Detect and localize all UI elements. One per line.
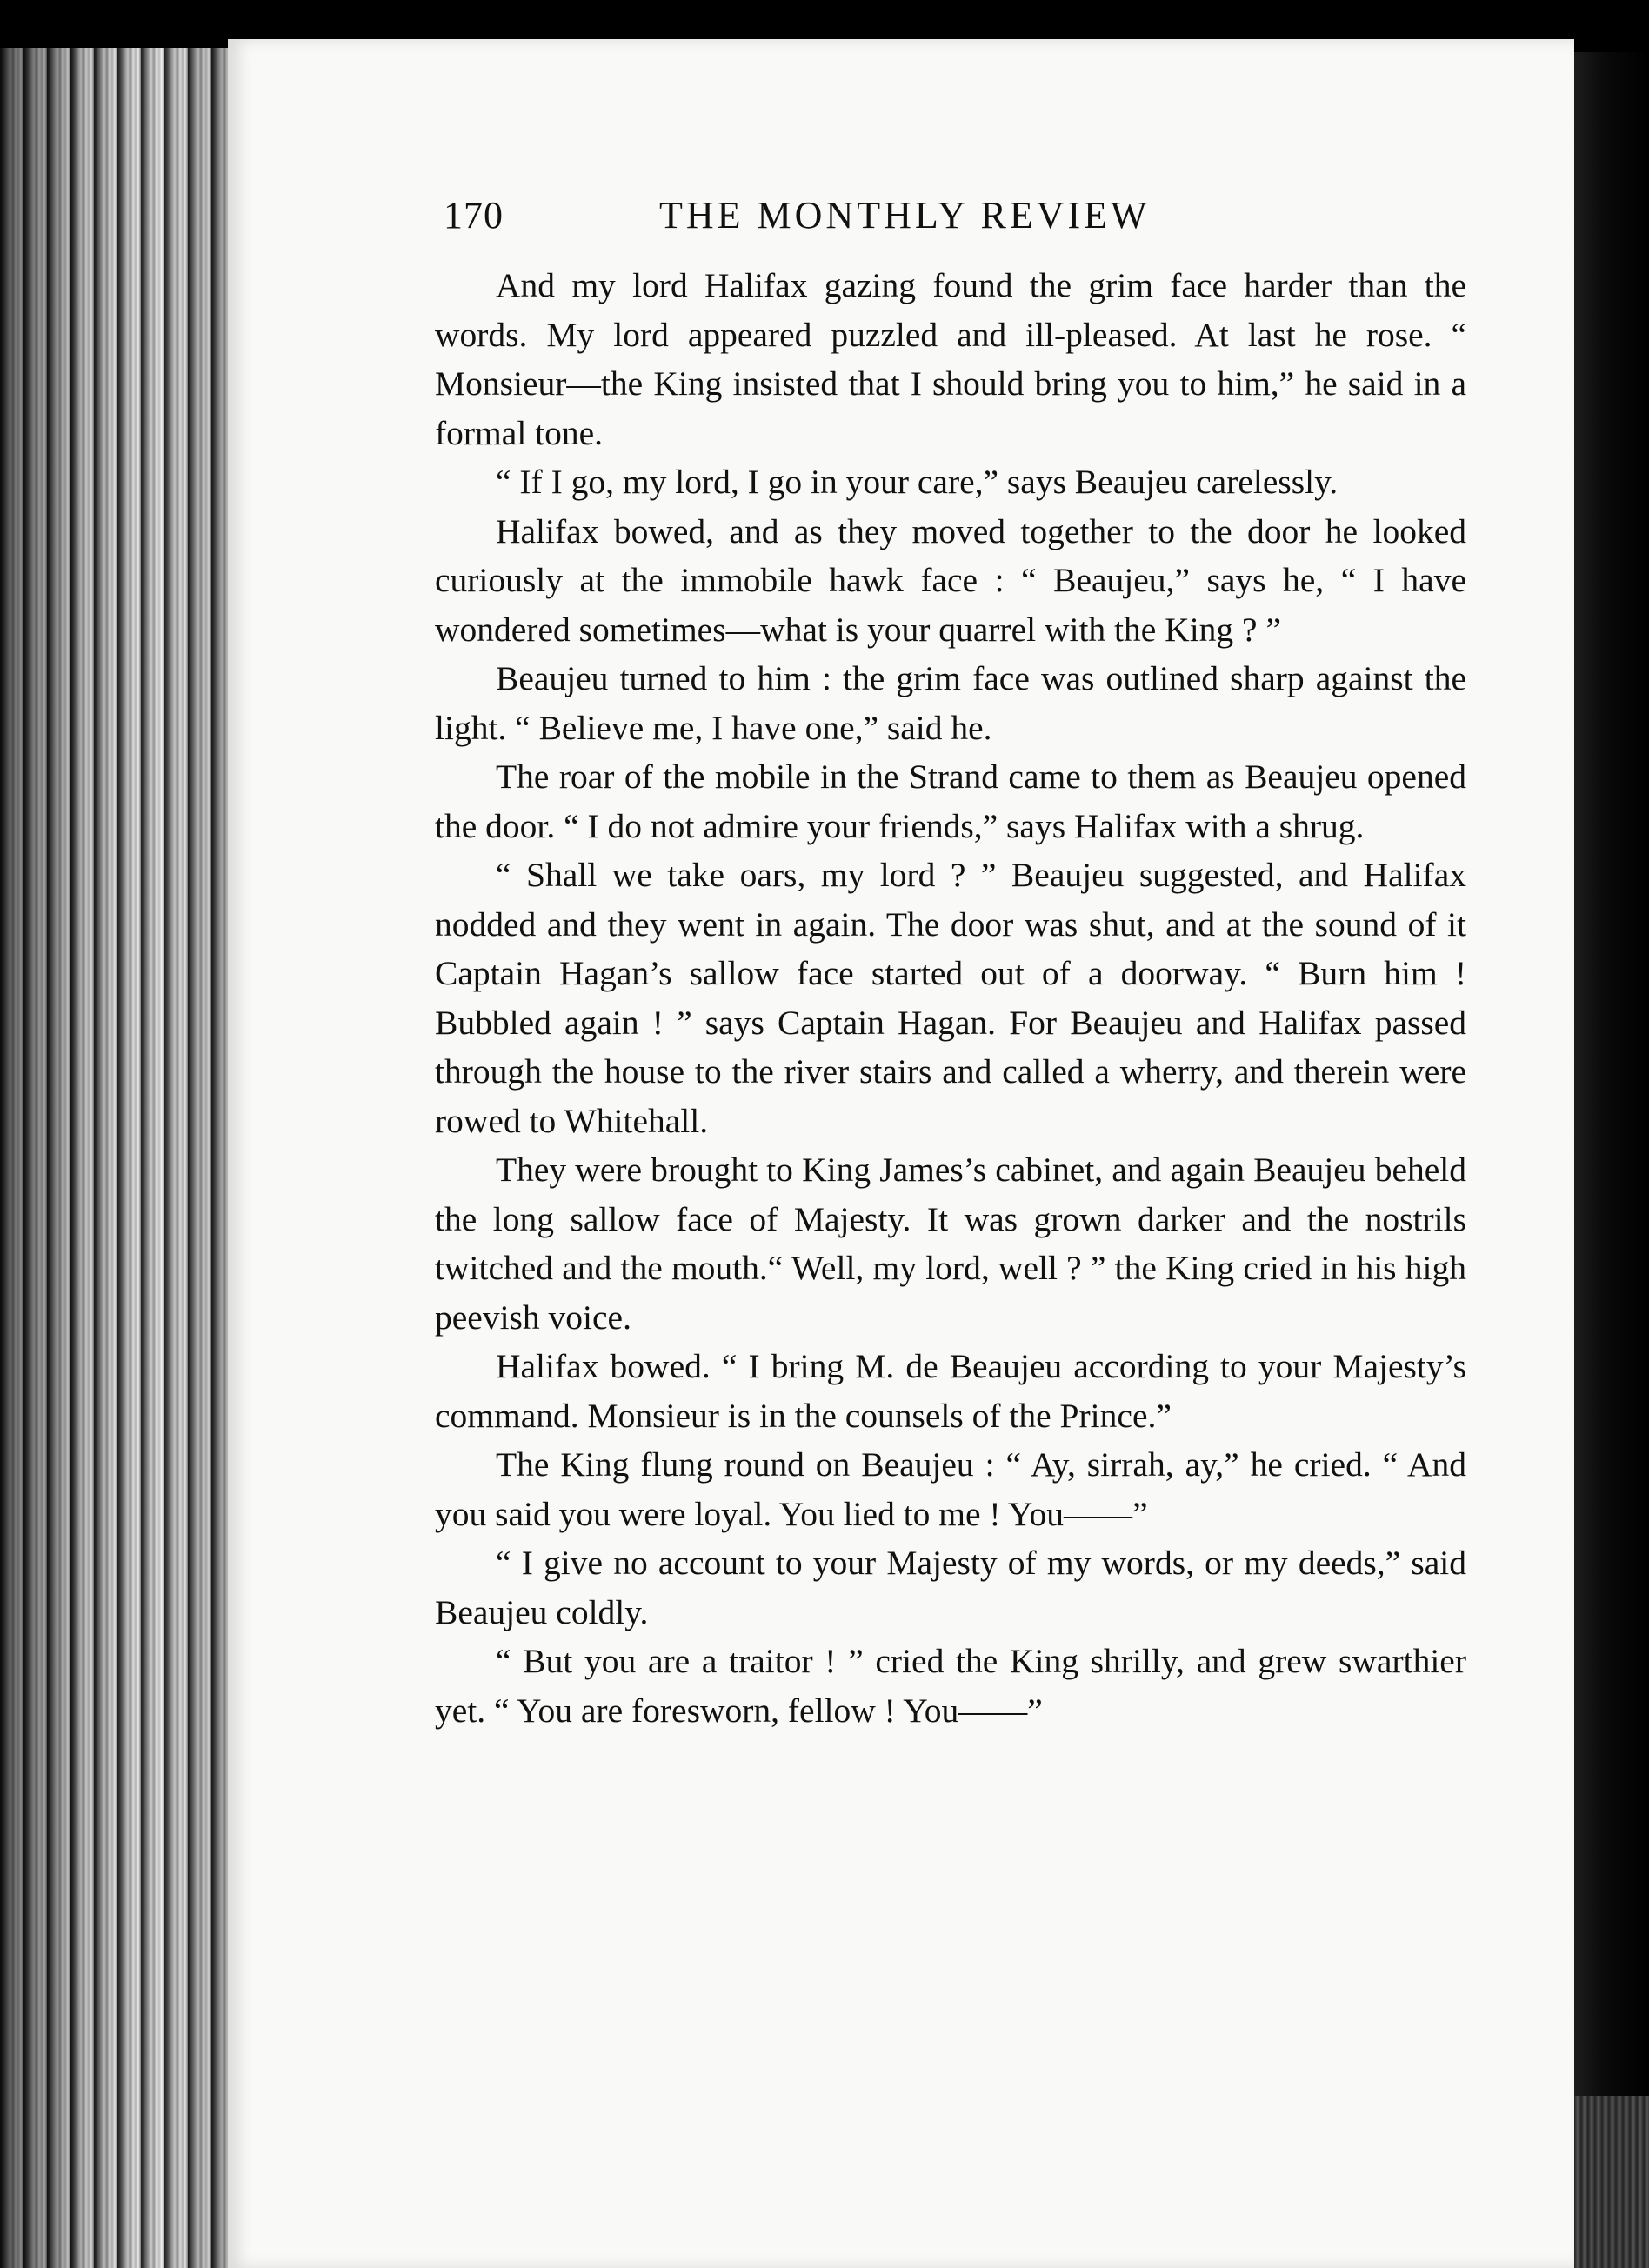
paragraph: Halifax bowed. “ I bring M. de Beaujeu according to your Majesty’s command. Monsieur is in the counsels of the Prince.” bbox=[435, 1347, 1466, 1435]
page-number: 170 bbox=[444, 194, 504, 237]
paragraph: Halifax bowed, and as they moved together to the door he looked curiously at the immobile hawk face : “ Beaujeu,” says he, “ I have wondered sometimes—what is your quarrel with the King ? ” bbox=[435, 511, 1466, 649]
paragraph: “ Shall we take oars, my lord ? ” Beaujeu suggested, and Halifax nodded and they went in again. The door was shut, and at the sound of it Captain Hagan’s sallow face started out of a doorway. “ Burn him ! Bubbled again ! ” says Captain Hagan. For Beaujeu and Halifax passed through the house to the river stairs and called a wherry, and therein were rowed to Whitehall. bbox=[435, 856, 1466, 1140]
running-head: THE MONTHLY REVIEW bbox=[659, 194, 1151, 237]
paragraph: “ I give no account to your Majesty of my words, or my deeds,” said Beaujeu coldly. bbox=[435, 1544, 1466, 1631]
binding-strip bbox=[1574, 2096, 1649, 2268]
page-edge-shadow bbox=[0, 48, 228, 2268]
paragraph: “ But you are a traitor ! ” cried the King shrilly, and grew swarthier yet. “ You are foresworn, fellow ! You——” bbox=[435, 1642, 1466, 1730]
paragraph: The roar of the mobile in the Strand came to them as Beaujeu opened the door. “ I do not admire your friends,” says Halifax with a shrug. bbox=[435, 757, 1466, 845]
paragraph: And my lord Halifax gazing found the grim face harder than the words. My lord appeared puzzled and ill-pleased. At last he rose. “ Monsieur—the King insisted that I should bring you to him,” he said in a formal tone. bbox=[435, 266, 1466, 452]
page-header bbox=[444, 190, 1313, 242]
paragraph: The King flung round on Beaujeu : “ Ay, sirrah, ay,” he cried. “ And you said you were loyal. You lied to me ! You——” bbox=[435, 1445, 1466, 1533]
page-body bbox=[435, 261, 1466, 1735]
facing-cover-edge bbox=[1574, 52, 1649, 2268]
paragraph: “ If I go, my lord, I go in your care,” says Beaujeu carelessly. bbox=[496, 463, 1339, 501]
paragraph: They were brought to King James’s cabinet, and again Beaujeu beheld the long sallow face of Majesty. It was grown darker and the nostrils twitched and the mouth.“ Well, my lord, well ? ” the King cried in his high peevish voice. bbox=[435, 1151, 1466, 1337]
paragraph: Beaujeu turned to him : the grim face was outlined sharp against the light. “ Believe me, I have one,” said he. bbox=[435, 659, 1466, 747]
